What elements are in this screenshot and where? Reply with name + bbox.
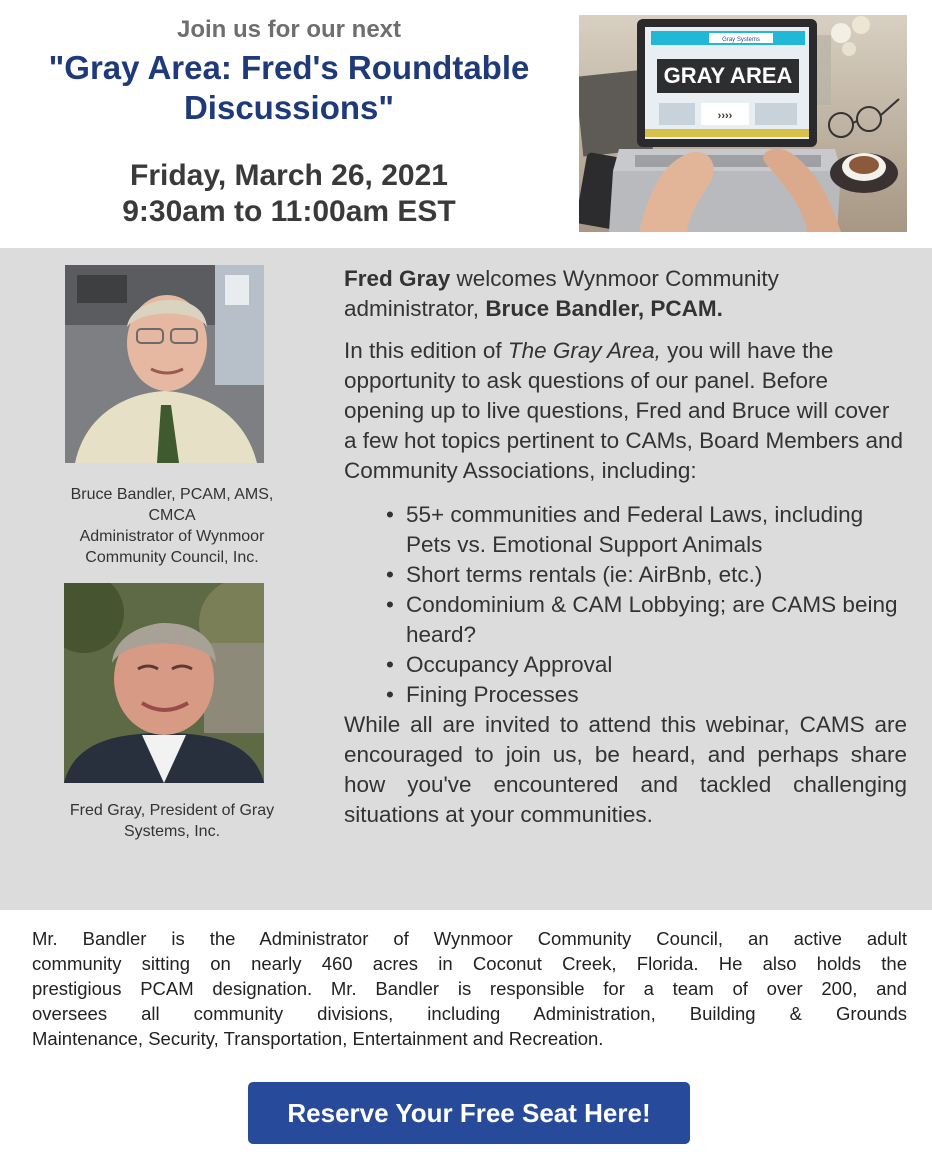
event-title-line-1: "Gray Area: Fred's Roundtable [48, 49, 530, 86]
event-description [344, 264, 907, 830]
caption-line: Bruce Bandler, PCAM, AMS, [70, 486, 274, 503]
event-time: 9:30am to 11:00am EST [122, 195, 456, 228]
bandler-bio [32, 926, 907, 1051]
bullet-icon: • [386, 562, 394, 587]
gray-area-laptop-image [579, 15, 907, 232]
topic-text: Fining Processes [406, 682, 579, 707]
caption-line: CMCA [148, 507, 196, 524]
screen-header-text: Gray Systems [722, 37, 760, 43]
guest-name: Bruce Bandler, PCAM. [485, 296, 723, 321]
fred-gray-caption [40, 800, 304, 842]
caption-line: Systems, Inc. [123, 823, 221, 840]
list-item [344, 680, 907, 710]
svg-text:››››: ›››› [717, 110, 733, 122]
caption-line: Administrator of Wynmoor [79, 528, 265, 545]
bio-line: community sitting on nearly 460 acres in Coconut Creek, Florida. He also holds the [32, 953, 907, 974]
topic-text: Occupancy Approval [406, 652, 613, 677]
bruce-bandler-photo [65, 265, 264, 463]
host-name: Fred Gray [344, 266, 451, 291]
edition-text-post: you will have the opportunity to ask questions of our panel. Before opening up to live questions, Fred and Bruce will cover a few hot topics pertinent to CAMs, Board Members and Community Associations, including: [344, 338, 904, 483]
edition-paragraph [344, 336, 907, 486]
event-date: Friday, March 26, 2021 [130, 159, 448, 192]
topic-text: Short terms rentals (ie: AirBnb, etc.) [406, 562, 763, 587]
reserve-seat-button[interactable]: Reserve Your Free Seat Here! [248, 1082, 690, 1144]
bio-line: prestigious PCAM designation. Mr. Bandler is responsible for a team of over 200, and [32, 978, 907, 999]
bio-line: Maintenance, Security, Transportation, Entertainment and Recreation. [32, 1028, 604, 1049]
intro-line: Join us for our next [176, 16, 401, 43]
header [0, 0, 932, 248]
list-item [344, 590, 907, 650]
event-title-line-2: Discussions" [183, 89, 395, 126]
bullet-icon: • [386, 652, 394, 677]
caption-line: Community Council, Inc. [85, 549, 259, 566]
fred-gray-photo [64, 583, 264, 783]
closing-paragraph: While all are invited to attend this webinar, CAMS are encouraged to join us, be heard, and perhaps share how you've encountered and tackled challenging situations at your communities. [344, 712, 907, 827]
bullet-icon: • [386, 502, 394, 527]
list-item [344, 650, 907, 680]
bullet-icon: • [386, 682, 394, 707]
list-item [344, 500, 907, 560]
topics-list [344, 500, 907, 710]
screen-title-text: GRAY AREA [663, 63, 793, 88]
event-datetime [0, 158, 578, 230]
details-section [0, 248, 932, 910]
header-text [0, 14, 578, 230]
welcome-paragraph [344, 264, 907, 324]
bio-line: Mr. Bandler is the Administrator of Wynmoor Community Council, an active adult [32, 928, 907, 949]
edition-text-pre: In this edition of [344, 338, 508, 363]
topic-text: 55+ communities and Federal Laws, including Pets vs. Emotional Support Animals [406, 502, 864, 557]
edition-series-name: The Gray Area, [507, 338, 661, 363]
event-title [0, 48, 578, 128]
topic-text: Condominium & CAM Lobbying; are CAMS being heard? [406, 592, 898, 647]
bio-line: oversees all community divisions, including Administration, Building & Grounds [32, 1003, 907, 1024]
list-item [344, 560, 907, 590]
bruce-bandler-caption [40, 484, 304, 568]
bullet-icon: • [386, 592, 394, 617]
caption-line: Fred Gray, President of Gray [69, 802, 275, 819]
welcome-text: welcomes Wynmoor Community administrator, [344, 266, 779, 321]
